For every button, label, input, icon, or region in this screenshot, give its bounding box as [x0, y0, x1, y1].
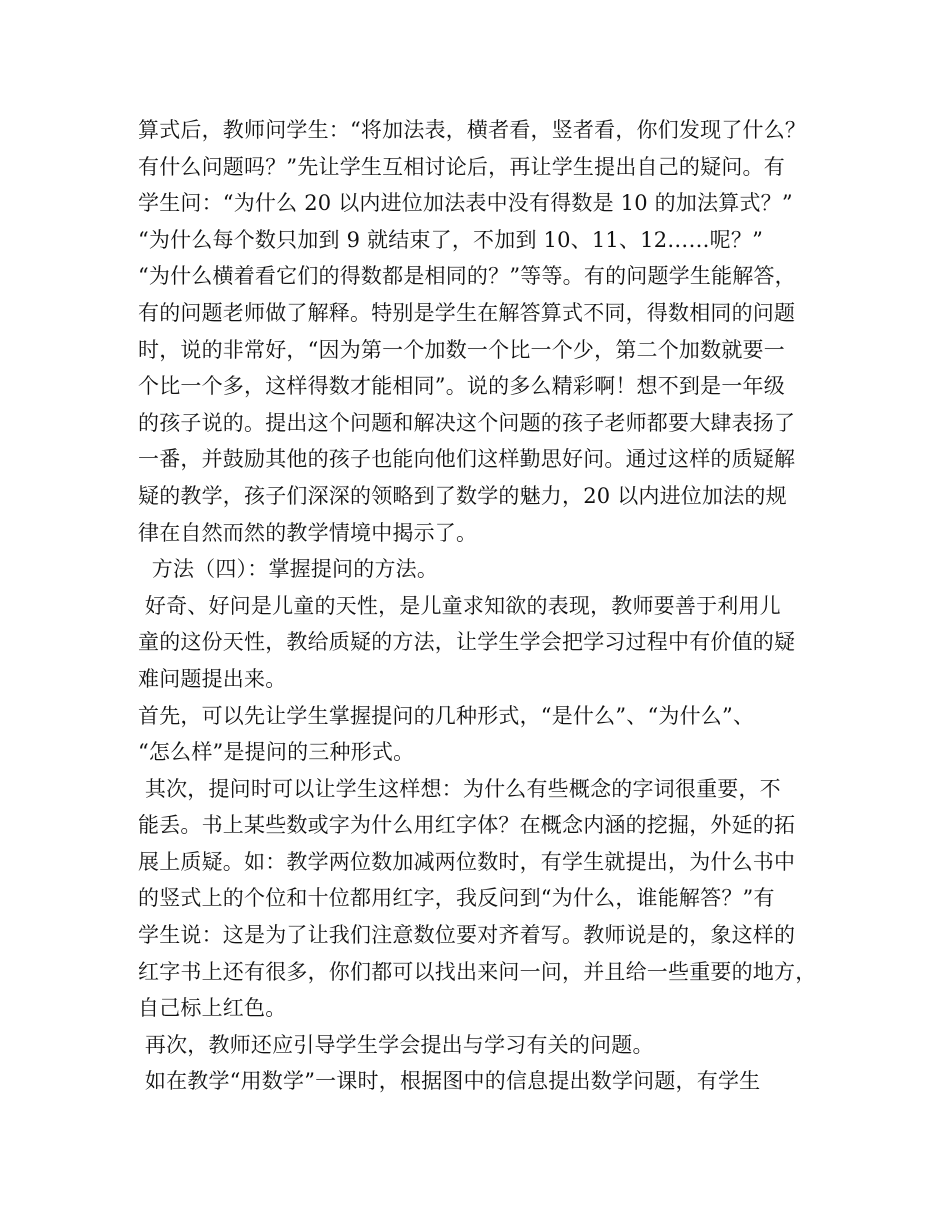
text-line: 童的这份天性，教给质疑的方法，让学生学会把学习过程中有价值的疑 [138, 630, 796, 655]
text-line: 的竖式上的个位和十位都用红字，我反问到“为什么，谁能解答？”有 [138, 886, 775, 911]
text-line: 学生说：这是为了让我们注意数位要对齐着写。教师说是的，象这样的 [138, 923, 796, 948]
text-line: 律在自然而然的教学情境中揭示了。 [138, 520, 478, 545]
text-line: 难问题提出来。 [138, 666, 287, 691]
text-line: 有的问题老师做了解释。特别是学生在解答算式不同，得数相同的问题 [138, 300, 796, 325]
text-line: 再次，教师还应引导学生学会提出与学习有关的问题。 [138, 1032, 654, 1057]
text-line: 有什么问题吗？”先让学生互相讨论后，再让学生提出自己的疑问。有 [138, 154, 785, 179]
text-line: “为什么横着看它们的得数都是相同的？”等等。有的问题学生能解答， [138, 264, 796, 289]
text-line: 红字书上还有很多，你们都可以找出来问一问，并且给一些重要的地方， [138, 959, 817, 984]
text-line: 好奇、好问是儿童的天性，是儿童求知欲的表现，教师要善于利用儿 [138, 593, 781, 618]
text-line: 如在教学“用数学”一课时，根据图中的信息提出数学问题，有学生 [138, 1069, 761, 1094]
text-line: 展上质疑。如：教学两位数加减两位数时，有学生就提出，为什么书中 [138, 849, 796, 874]
text-line: 其次，提问时可以让学生这样想：为什么有些概念的字词很重要，不 [138, 776, 781, 801]
text-line: “怎么样”是提问的三种形式。 [138, 740, 415, 765]
text-line: 学生问：“为什么 20 以内进位加法表中没有得数是 10 的加法算式？” [138, 191, 793, 216]
body-text [138, 112, 838, 1100]
text-line: 算式后，教师问学生：“将加法表，横者看，竖者看，你们发现了什么？ [138, 118, 807, 142]
text-line: 时，说的非常好，“因为第一个加数一个比一个少，第二个加数就要一 [138, 337, 785, 362]
text-line: 个比一个多，这样得数才能相同”。说的多么精彩啊！想不到是一年级 [138, 374, 785, 399]
section-heading: 方法（四）：掌握提问的方法。 [138, 557, 439, 582]
text-line: 疑的教学，孩子们深深的领略到了数学的魅力，20 以内进位加法的规 [138, 483, 787, 508]
text-line: “为什么每个数只加到 9 就结束了，不加到 10、11、12……呢？” [138, 227, 764, 252]
text-line: 的孩子说的。提出这个问题和解决这个问题的孩子老师都要大肆表扬了 [138, 410, 796, 435]
text-line: 自己标上红色。 [138, 996, 287, 1021]
text-line: 一番，并鼓励其他的孩子也能向他们这样勤思好问。通过这样的质疑解 [138, 447, 796, 472]
text-line: 能丢。书上某些数或字为什么用红字体？在概念内涵的挖掘，外延的拓 [138, 813, 796, 838]
text-line: 首先，可以先让学生掌握提问的几种形式，“是什么”、“为什么”、 [138, 703, 755, 728]
